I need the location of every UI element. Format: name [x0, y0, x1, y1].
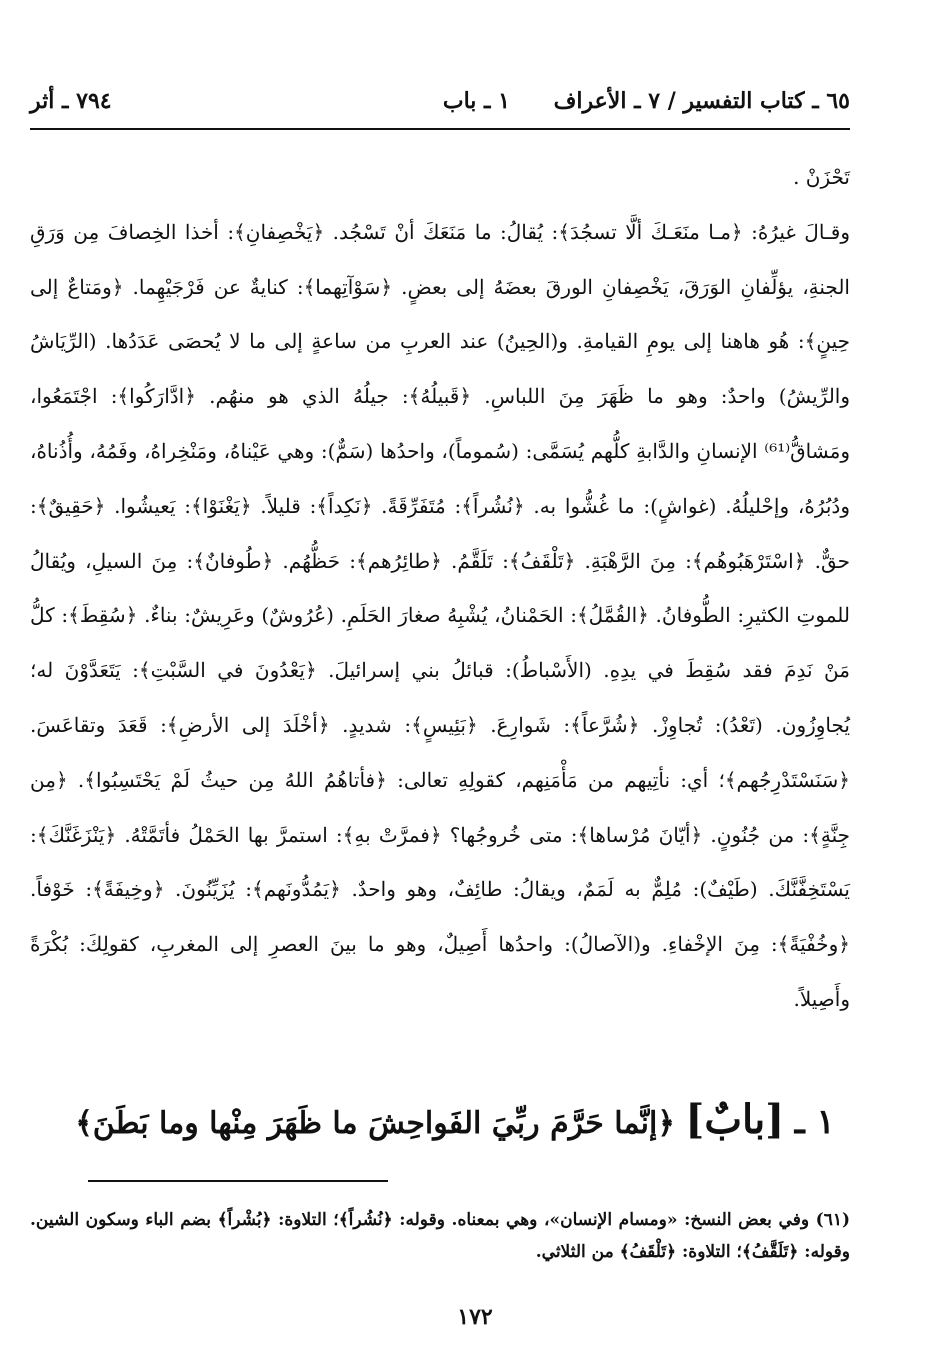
- header-chapter: ١ ـ باب: [442, 88, 510, 114]
- header-athar-number: ٧٩٤ ـ أثر: [30, 88, 112, 114]
- chapter-heading: [60, 1096, 850, 1156]
- footnote-text: (٦١) وفي بعض النسخ: «ومسام الإنسان»، وهي بمعناه. وقوله: ﴿نُشُراً﴾؛ التلاوة: ﴿بُشْراً﴾ بضم الباء وسكون الشين. وقوله: ﴿تَلَقَّفُ﴾؛ التلاوة: ﴿تَلْقَفُ﴾ من الثلاثي.: [30, 1210, 850, 1262]
- footnote-rule: [88, 1180, 388, 1182]
- page-number: ١٧٢: [457, 1304, 493, 1330]
- main-text: [30, 150, 850, 1027]
- chapter-verse: ﴿إنَّما حَرَّمَ ربِّيَ الفَواحِشَ ما ظَهَرَ مِنْها وما بَطَنَ﴾: [75, 1106, 675, 1141]
- chapter-bab: [بابٌ]: [685, 1096, 785, 1143]
- header-rule: [30, 128, 850, 130]
- footnote: [30, 1204, 850, 1268]
- header-book-title: ٦٥ ـ كتاب التفسير / ٧ ـ الأعراف: [553, 88, 850, 114]
- chapter-number: ١ ـ: [794, 1102, 835, 1142]
- running-header: [30, 88, 850, 124]
- text-paragraph: وقـالَ غيرُهُ: ﴿مـا منَعَـكَ ألَّا تسجُدَ﴾: يُقالُ: ما مَنَعَكَ أنْ تَسْجُد. ﴿يَخْصِفانِ﴾: أخذا الخِصافَ مِن وَرَقِ الجنةِ، يؤلِّفانِ الوَرَقَ، يَخْصِفانِ الورقَ بعضَهُ إلى بعضٍ. ﴿سَوْآتِهما﴾: كنايةٌ عن فَرْجَيْهِما. ﴿ومَتاعٌ إلى حِينٍ﴾: هُو هاهنا إلى يومِ القيامةِ. و(الحِينُ) عند العربِ من ساعةٍ إلى ما لا يُحصَى عَدَدُها. (الرِّيَاشُ والرِّيشُ) واحدٌ: وهو ما ظَهَرَ مِنَ اللباسِ. ﴿قَبيلُهُ﴾: جيلُهُ الذي هو منهُم. ﴿ادَّارَكُوا﴾: اجْتَمَعُوا، ومَشاقُّ⁽⁶¹⁾ الإنسانِ والدَّابةِ كلُّهم يُسَمَّى: (سُموماً)، واحدُها (سَمٌّ): وهي عَيْناهُ، ومَنْخِراهُ، وفَمُهُ، وأُذُناهُ، ودُبُرُهُ، وإحْليلُهُ. (غواشٍ): ما غُشُّوا به. ﴿نُشُراً﴾: مُتَفَرِّقَةً. ﴿نَكِداً﴾: قليلاً. ﴿يَغْنَوْا﴾: يَعيشُوا. ﴿حَقِيقٌ﴾: حقٌّ. ﴿اسْتَرْهَبُوهُم﴾: مِنَ الرَّهْبَةِ. ﴿تَلْقَفُ﴾: تَلَقَّمُ. ﴿طائِرُهم﴾: حَظُّهُم. ﴿طُوفانٌ﴾: مِنَ السيلِ، ويُقالُ للموتِ الكثيرِ: الطُّوفانُ. ﴿القُمَّلُ﴾: الحَمْنانُ، يُشْبِهُ صغارَ الحَلَمِ. (عُرُوشٌ) وعَرِيشٌ: بناءٌ. ﴿سُقِطَ﴾: كلُّ مَنْ نَدِمَ فقد سُقِطَ في يدِهِ. (الأَسْباطُ): قبائلُ بني إسرائيلَ. ﴿يَعْدُونَ في السَّبْتِ﴾: يَتَعَدَّوْنَ له؛ يُجاوِزُون. (تَعْدُ): تُجاوِزْ. ﴿شُرَّعاً﴾: شَوارِعَ. ﴿بَئِيسٍ﴾: شديدٍ. ﴿أخْلَدَ إلى الأرضِ﴾: قَعَدَ وتقاعَسَ. ﴿سَنَسْتَدْرِجُهم﴾؛ أي: نأتِيهم من مَأْمَنِهم، كقولِهِ تعالى: ﴿فأتاهُمُ اللهُ مِن حيثُ لَمْ يَحْتَسِبُوا﴾. ﴿مِن جِنَّةٍ﴾: من جُنُونٍ. ﴿أيّانَ مُرْساها﴾: متى خُروجُها؟ ﴿فمرَّتْ بهِ﴾: استمرَّ بها الحَمْلُ فأتَمَّتْهُ. ﴿يَنْزَغَنَّكَ﴾: يَسْتَخِفَّنَّكَ. (طَيْفٌ): مُلِمٌّ به لَمَمٌ، ويقالُ: طائِفٌ، وهو واحدٌ. ﴿يَمُدُّونَهم﴾: يُزَيِّنُونَ. ﴿وخِيفَةً﴾: خَوْفاً. ﴿وخُفْيَةً﴾: مِنَ الإخْفاءِ. و(الآصالُ): واحدُها أَصِيلٌ، وهو ما بينَ العصرِ إلى المغربِ، كقولِكَ: بُكْرَةً وأَصِيلاً.: [30, 219, 850, 1011]
- text-line-continuation: تَحْزَنْ .: [793, 165, 850, 189]
